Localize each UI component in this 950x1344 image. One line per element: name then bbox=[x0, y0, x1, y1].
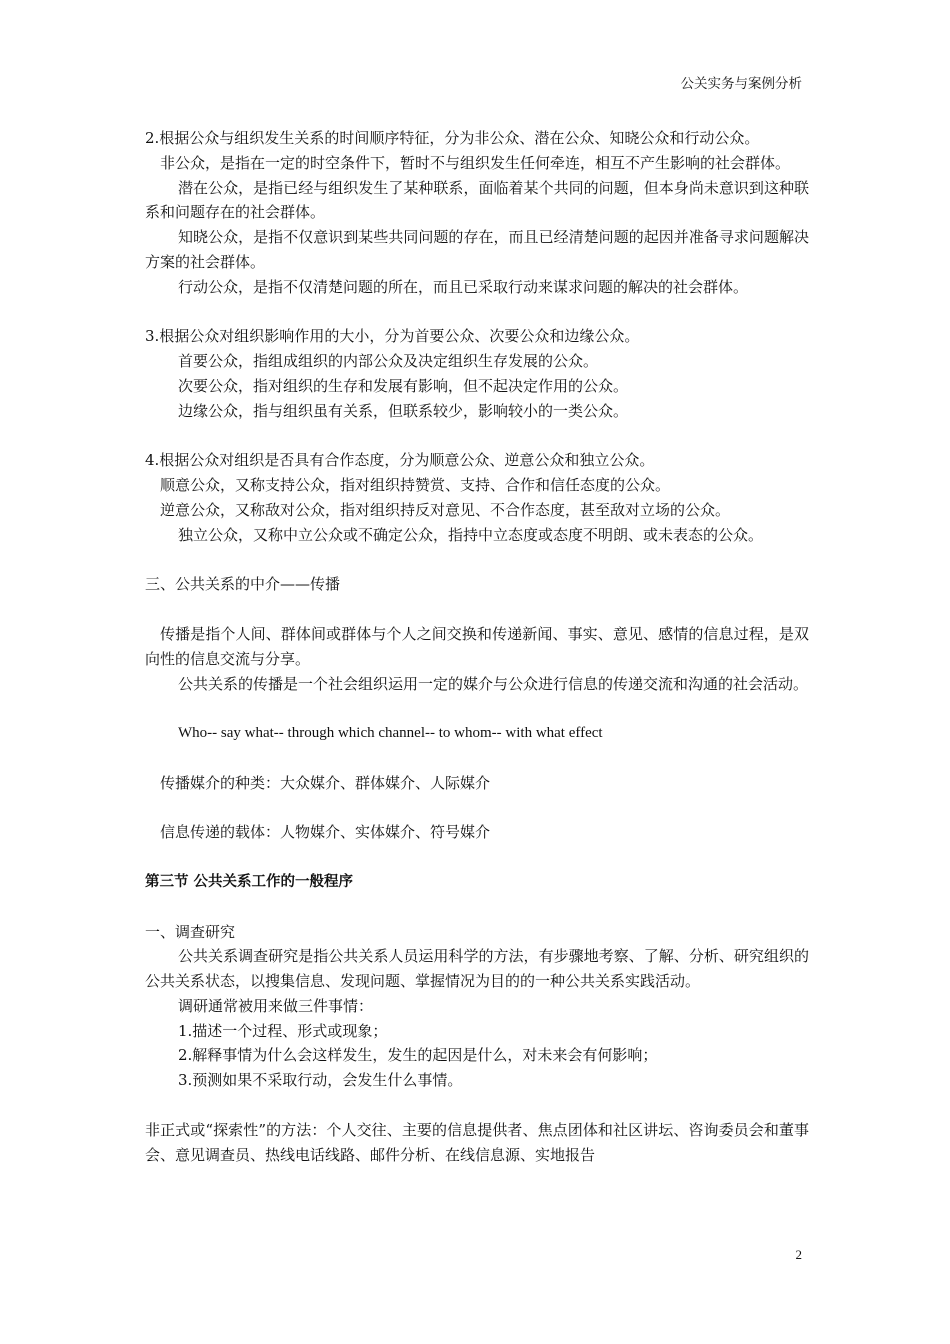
paragraph: 传播是指个人间、群体间或群体与个人之间交换和传递新闻、事实、意见、感情的信息过程，是双向性的信息交流与分享。 bbox=[145, 624, 809, 668]
page-header-title: 公关实务与案例分析 bbox=[680, 76, 802, 92]
paragraph: 行动公众，是指不仅清楚问题的所在，而且已采取行动来谋求问题的解决的社会群体。 bbox=[178, 277, 749, 296]
paragraph: 公共关系调查研究是指公共关系人员运用科学的方法，有步骤地考察、了解、分析、研究组织的公共关系状态，以搜集信息、发现问题、掌握情况为目的的一种公共关系实践活动。 bbox=[145, 947, 809, 991]
list-item: 1.描述一个过程、形式或现象； bbox=[178, 1021, 388, 1040]
paragraph: 非公众，是指在一定的时空条件下，暂时不与组织发生任何牵连，相互不产生影响的社会群体。 bbox=[160, 153, 791, 172]
paragraph: 公共关系的传播是一个社会组织运用一定的媒介与公众进行信息的传递交流和沟通的社会活动。 bbox=[178, 674, 809, 693]
paragraph: 潜在公众，是指已经与组织发生了某种联系，面临着某个共同的问题，但本身尚未意识到这种联系和问题存在的社会群体。 bbox=[145, 178, 809, 222]
communication-formula: Who-- say what-- through which channel-- to whom-- with what effect bbox=[178, 725, 603, 742]
paragraph: 知晓公众，是指不仅意识到某些共同问题的存在，而且已经清楚问题的起因并准备寻求问题解决方案的社会群体。 bbox=[145, 228, 809, 271]
paragraph: 调研通常被用来做三件事情： bbox=[178, 996, 374, 1015]
document-body bbox=[145, 126, 809, 1167]
list-item: 2.解释事情为什么会这样发生，发生的起因是什么，对未来会有何影响； bbox=[178, 1046, 658, 1065]
paragraph: 独立公众，又称中立公众或不确定公众，指持中立态度或态度不明朗、或未表态的公众。 bbox=[178, 525, 764, 544]
paragraph: 首要公众，指组成组织的内部公众及决定组织生存发展的公众。 bbox=[178, 352, 599, 371]
paragraph: 传播媒介的种类：大众媒介、群体媒介、人际媒介 bbox=[160, 773, 491, 792]
list-item: 3.预测如果不采取行动，会发生什么事情。 bbox=[178, 1071, 463, 1090]
section-heading: 4.根据公众对组织是否具有合作态度，分为顺意公众、逆意公众和独立公众。 bbox=[145, 451, 655, 470]
paragraph: 信息传递的载体：人物媒介、实体媒介、符号媒介 bbox=[160, 823, 491, 842]
section-heading: 3.根据公众对组织影响作用的大小，分为首要公众、次要公众和边缘公众。 bbox=[145, 327, 640, 346]
paragraph: 边缘公众，指与组织虽有关系，但联系较少，影响较小的一类公众。 bbox=[178, 401, 629, 420]
part-heading: 三、公共关系的中介——传播 bbox=[145, 575, 341, 594]
page-number: 2 bbox=[795, 1247, 802, 1262]
paragraph: 逆意公众，又称敌对公众，指对组织持反对意见、不合作态度，甚至敌对立场的公众。 bbox=[160, 500, 731, 519]
paragraph: 顺意公众，又称支持公众，指对组织持赞赏、支持、合作和信任态度的公众。 bbox=[160, 476, 671, 495]
chapter-title: 第三节 公共关系工作的一般程序 bbox=[145, 873, 354, 890]
subsection-heading: 一、调查研究 bbox=[145, 922, 236, 941]
section-heading: 2.根据公众与组织发生关系的时间顺序特征，分为非公众、潜在公众、知晓公众和行动公众。 bbox=[145, 129, 760, 147]
paragraph: 非正式或“探索性”的方法：个人交往、主要的信息提供者、焦点团体和社区讲坛、咨询委员会和董事会、意见调查员、热线电话线路、邮件分析、在线信息源、实地报告 bbox=[145, 1120, 809, 1164]
paragraph: 次要公众，指对组织的生存和发展有影响，但不起决定作用的公众。 bbox=[178, 376, 629, 395]
